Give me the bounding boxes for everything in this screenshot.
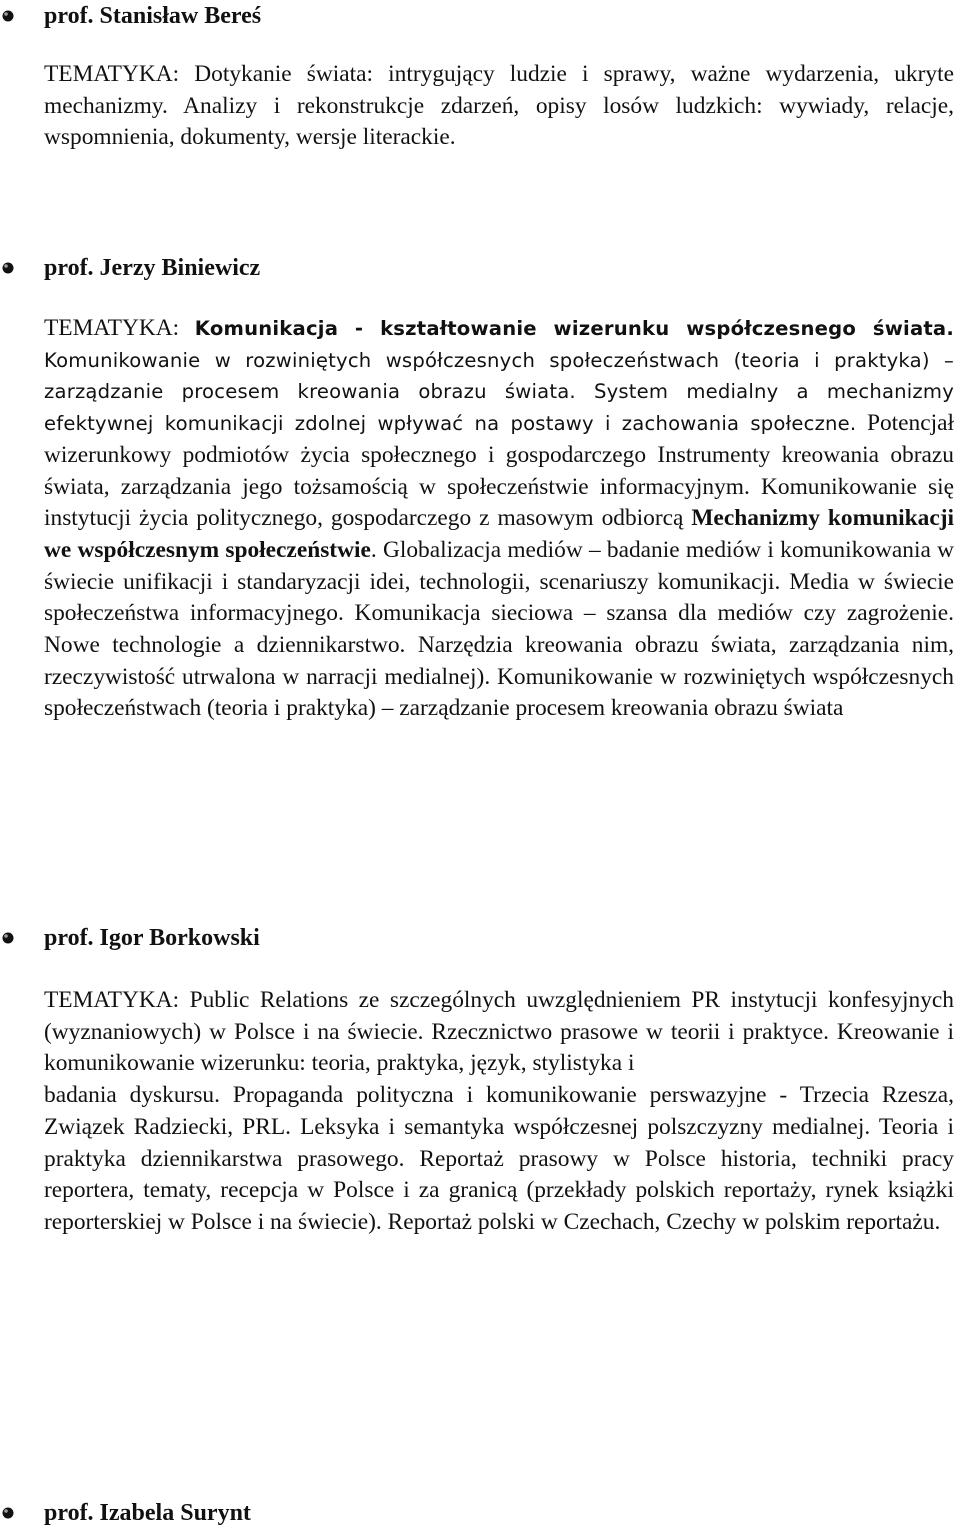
bullet-icon <box>1 261 15 275</box>
bullet-icon <box>1 1506 15 1520</box>
topic-paragraph <box>44 313 954 725</box>
entry-heading <box>0 252 700 284</box>
topic-text: . Globalizacja mediów – badanie mediów i komunikowania w świecie unifikacji i standaryzacji idei, technologii, scenariuszy komunikacji. Media w świecie społeczeństwa informacyjnego. Komunikacja sieciowa – szansa dla mediów czy zagrożenie. Nowe technologie a dziennikarstwo. Narzędzia kreowania obrazu świata, zarządzania nim, rzeczywistość utrwalona w narracji medialnej). Komunikowanie w rozwiniętych współczesnych społeczeństwach (teoria i praktyka) – zarządzanie procesem kreowania obrazu świata <box>44 536 954 722</box>
topic-text: Komunikowanie w rozwiniętych współczesnych społeczeństwach (teoria i praktyka) – zarządzanie procesem kreowania obrazu świata. System medialny a mechanizmy efektywnej komunikacji zdolnej wpływać na postawy i zachowania społeczne. <box>44 348 954 436</box>
topic-title: Komunikacja - kształtowanie wizerunku współczesnego świata. <box>194 317 954 340</box>
topic-text: badania dyskursu. Propaganda polityczna i komunikowanie perswazyjne - Trzecia Rzesza, Związek Radziecki, PRL. Leksyka i semantyka współczesnej polszczyzny medialnej. Teoria i praktyka dziennikarstwa prasowego. Reportaż prasowy w Polsce historia, techniki pracy reportera, tematy, recepcja w Polsce i za granicą (przekłady polskich reportaży, rynek książki reporterskiej w Polsce i na świecie). Reportaż polski w Czechach, Czechy w polskim reportażu. <box>44 1082 954 1235</box>
professor-name: prof. Jerzy Biniewicz <box>44 255 261 281</box>
topic-text: TEMATYKA: Public Relations ze szczególnych uwzględnieniem PR instytucji konfesyjnych (wyznaniowych) w Polsce i na świecie. Rzecznictwo prasowe w teorii i praktyce. Kreowanie i komunikowanie wizerunku: teoria, praktyka, język, stylistyka i <box>44 987 954 1077</box>
entry-heading <box>0 0 700 32</box>
topic-paragraph <box>44 985 954 1239</box>
entry-heading <box>0 1497 700 1529</box>
topic-subtitle: Mechanizmy komunikacji we współczesnym społeczeństwie <box>44 505 954 563</box>
topic-paragraph: TEMATYKA: Dotykanie świata: intrygujący ludzie i sprawy, ważne wydarzenia, ukryte mechanizmy. Analizy i rekonstrukcje zdarzeń, opisy losów ludzkich: wywiady, relacje, wspomnienia, dokumenty, wersje literackie. <box>44 61 954 151</box>
topic-text: Potencjał wizerunkowy podmiotów życia społecznego i gospodarczego Instrumenty kreowania obrazu świata, zarządzania jego tożsamością w społeczeństwie informacyjnym. Komunikowanie się instytucji życia politycznego, gospodarczego z masowym odbiorcą <box>44 410 955 532</box>
bullet-icon <box>1 9 15 23</box>
professor-name: prof. Igor Borkowski <box>44 925 260 951</box>
bullet-icon <box>1 931 15 945</box>
topic-label: TEMATYKA: <box>44 315 195 341</box>
entry-heading <box>0 922 700 954</box>
professor-name: prof. Stanisław Bereś <box>44 3 262 29</box>
professor-name: prof. Izabela Surynt <box>44 1500 251 1526</box>
